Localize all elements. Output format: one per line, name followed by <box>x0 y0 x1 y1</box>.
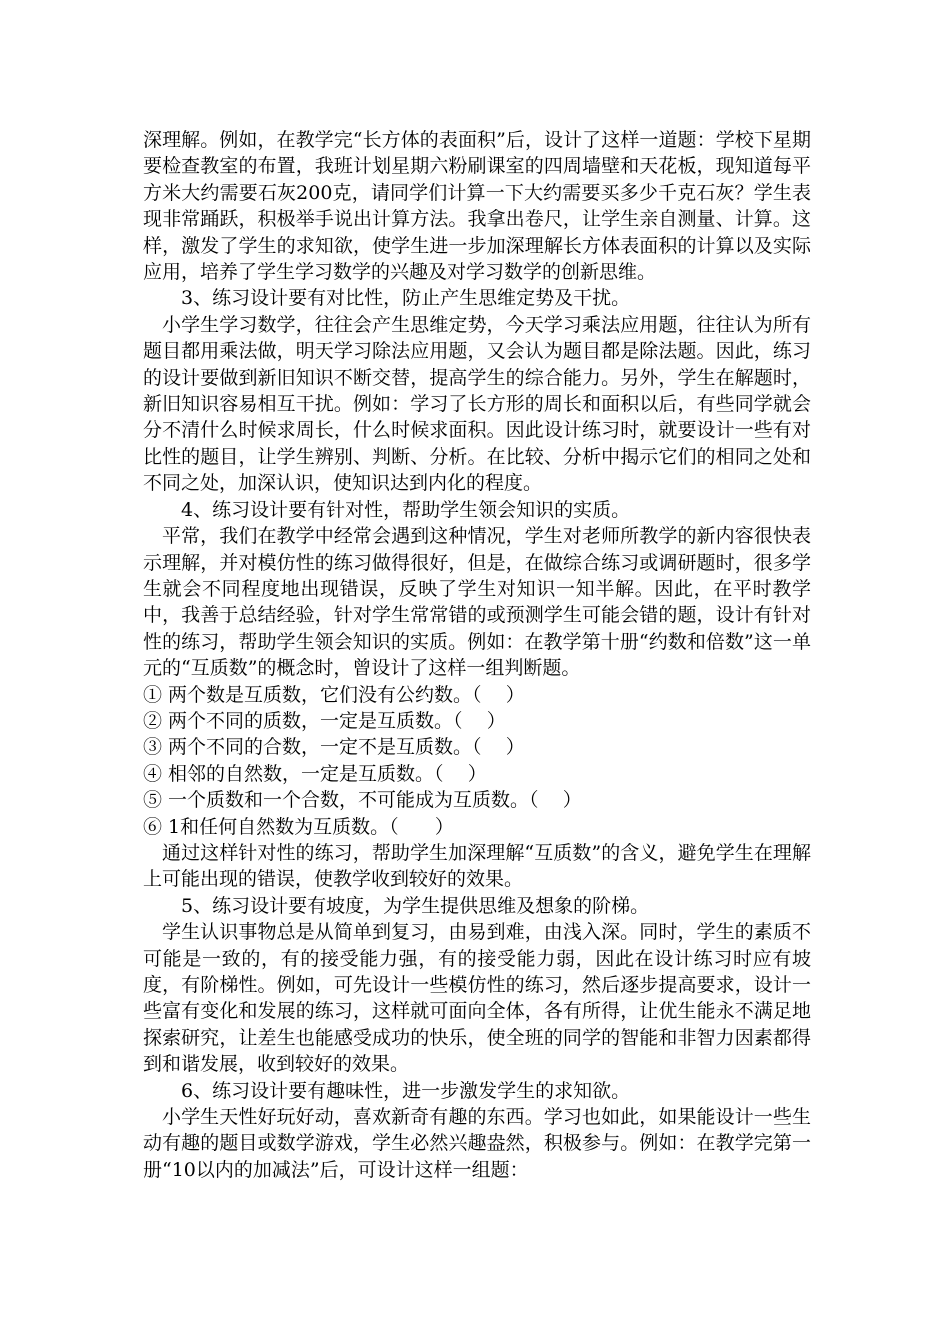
paragraph-body: 学生认识事物总是从简单到复习，由易到难，由浅入深。同时，学生的素质不可能是一致的，有的接受能力强，有的接受能力弱，因此在设计练习时应有坡度，有阶梯性。例如，可先设计一些模仿性的练习，然后逐步提高要求，设计一些富有变化和发展的练习，这样就可面向全体，各有所得，让优生能永不满足地探索研究，让差生也能感受成功的快乐，使全班的同学的智能和非智力因素都得到和谐发展，收到较好的效果。 <box>143 921 811 1076</box>
judgment-item-2: ② 两个不同的质数，一定是互质数。（ ） <box>143 709 506 732</box>
paragraph-body: 平常，我们在教学中经常会遇到这种情况，学生对老师所教学的新内容很快表示理解，并对模仿性的练习做得很好，但是，在做综合练习或调研题时，很多学生就会不同程度地出现错误，反映了学生对知识一知半解。因此，在平时教学中，我善于总结经验，针对学生常常错的或预测学生可能会错的题，设计有针对性的练习，帮助学生领会知识的实质。例如：在教学第十册“约数和倍数”这一单元的“互质数”的概念时，曾设计了这样一组判断题。 <box>143 525 811 680</box>
document-body <box>143 127 811 1183</box>
judgment-item-5: ⑤ 一个质数和一个合数，不可能成为互质数。（ ） <box>143 789 582 812</box>
section-heading-3: 3、练习设计要有对比性，防止产生思维定势及干扰。 <box>181 287 631 310</box>
section-heading-6: 6、练习设计要有趣味性，进一步激发学生的求知欲。 <box>181 1079 631 1102</box>
judgment-item-4: ④ 相邻的自然数，一定是互质数。（ ） <box>143 762 487 785</box>
section-heading-4: 4、练习设计要有针对性，帮助学生领会知识的实质。 <box>181 498 631 521</box>
paragraph-body: 小学生天性好玩好动，喜欢新奇有趣的东西。学习也如此，如果能设计一些生动有趣的题目或数学游戏，学生必然兴趣盎然，积极参与。例如：在教学完第一册“10以内的加减法”后，可设计这样一组题： <box>143 1106 811 1181</box>
judgment-item-1: ① 两个数是互质数，它们没有公约数。（ ） <box>143 683 525 706</box>
paragraph-body: 通过这样针对性的练习，帮助学生加深理解“互质数”的含义，避免学生在理解上可能出现的错误，使教学收到较好的效果。 <box>143 841 811 891</box>
paragraph-body: 深理解。例如，在教学完“长方体的表面积”后，设计了这样一道题：学校下星期要检查教室的布置，我班计划星期六粉刷课室的四周墙壁和天花板，现知道每平方米大约需要石灰200克，请同学们计算一下大约需要买多少千克石灰？学生表现非常踊跃，积极举手说出计算方法。我拿出卷尺，让学生亲自测量、计算。这样，激发了学生的求知欲，使学生进一步加深理解长方体表面积的计算以及实际应用，培养了学生学习数学的兴趣及对学习数学的创新思维。 <box>143 129 811 284</box>
section-heading-5: 5、练习设计要有坡度，为学生提供思维及想象的阶梯。 <box>181 894 650 917</box>
judgment-item-6: ⑥ 1和任何自然数为互质数。（ ） <box>143 815 454 838</box>
judgment-item-3: ③ 两个不同的合数，一定不是互质数。（ ） <box>143 736 525 759</box>
paragraph-body: 小学生学习数学，往往会产生思维定势，今天学习乘法应用题，往往认为所有题目都用乘法做，明天学习除法应用题，又会认为题目都是除法题。因此，练习的设计要做到新旧知识不断交替，提高学生的综合能力。另外，学生在解题时，新旧知识容易相互干扰。例如：学习了长方形的周长和面积以后，有些同学就会分不清什么时候求周长，什么时候求面积。因此设计练习时，就要设计一些有对比性的题目，让学生辨别、判断、分析。在比较、分析中揭示它们的相同之处和不同之处，加深认识，使知识达到内化的程度。 <box>143 313 811 495</box>
